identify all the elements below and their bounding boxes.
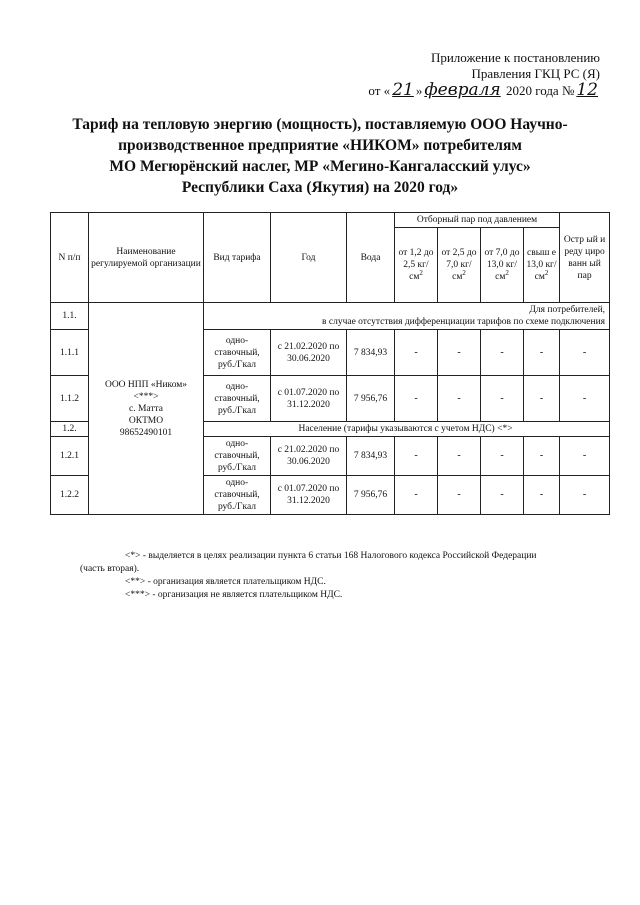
- col-header-year: Год: [271, 213, 347, 303]
- footnote-non-vat-payer: <***> - организация не является плательщиком НДС.: [125, 590, 343, 600]
- table-row: 1.2.2 одно-ставочный, руб./Гкал с 01.07.2020 по 31.12.2020 7 956,76 - - - - -: [51, 476, 610, 515]
- tariff-table: [50, 212, 610, 515]
- group-num: 1.1.: [51, 303, 89, 330]
- appendix-line: Приложение к постановлению: [430, 50, 600, 65]
- col-header-pressure-4: свыш е 13,0 кг/ $см^2$: [524, 228, 560, 303]
- date-number-line: от « 21 » февраля 2020 года № 12: [368, 80, 598, 100]
- group-heading: Для потребителей, в случае отсутствия дифференциации тарифов по схеме подключения: [204, 303, 610, 330]
- footnotes: [80, 550, 605, 602]
- col-header-sharp-steam: Остр ый и реду циро ванн ый пар: [560, 213, 610, 303]
- table-row: 1.2.1 одно-ставочный, руб./Гкал с 21.02.2020 по 30.06.2020 7 834,93 - - - - -: [51, 437, 610, 476]
- group-num: 1.2.: [51, 422, 89, 437]
- col-header-org: Наименование регулируемой организации: [89, 213, 204, 303]
- board-line: Правления ГКЦ РС (Я): [471, 66, 600, 81]
- group-heading: Население (тарифы указываются с учетом НДС) <*>: [204, 422, 610, 437]
- handwritten-month: февраля: [424, 80, 501, 100]
- col-header-steam-group: Отборный пар под давлением: [395, 213, 560, 228]
- handwritten-day: 21: [392, 80, 414, 100]
- footnote-vat-allocation-cont: (часть вторая).: [80, 564, 140, 574]
- col-header-pressure-2: от 2,5 до 7,0 кг/ $см^2$: [438, 228, 481, 303]
- table-row: 1.1.1 одно-ставочный, руб./Гкал с 21.02.2020 по 30.06.2020 7 834,93 - - - - -: [51, 330, 610, 376]
- col-header-pressure-3: от 7,0 до 13,0 кг/ $см^2$: [481, 228, 524, 303]
- col-header-num: N п/п: [51, 213, 89, 303]
- col-header-water: Вода: [347, 213, 395, 303]
- col-header-pressure-1: от 1,2 до 2,5 кг/ $см^2$: [395, 228, 438, 303]
- handwritten-number: 12: [576, 80, 598, 100]
- footnote-vat-allocation: <*> - выделяется в целях реализации пункта 6 статьи 168 Налогового кодекса Российской Федерации: [125, 551, 537, 561]
- decree-reference: [360, 50, 600, 99]
- footnote-vat-payer: <**> - организация является плательщиком НДС.: [125, 577, 326, 587]
- document-title: Тариф на тепловую энергию (мощность), поставляемую ООО Научно- производственное предприятие «НИКОМ» потребителям МО Мегюрёнский наслег, МР «Мегино-Кангаласский улус» Республики Саха (Якутия) на 2020 год»: [72, 116, 568, 196]
- col-header-tariff-type: Вид тарифа: [204, 213, 271, 303]
- organization-cell: ООО НПП «Ником» <***> с. Матта ОКТМО 98652490101: [89, 303, 204, 515]
- table-row: 1.1.2 одно-ставочный, руб./Гкал с 01.07.2020 по 31.12.2020 7 956,76 - - - - -: [51, 376, 610, 422]
